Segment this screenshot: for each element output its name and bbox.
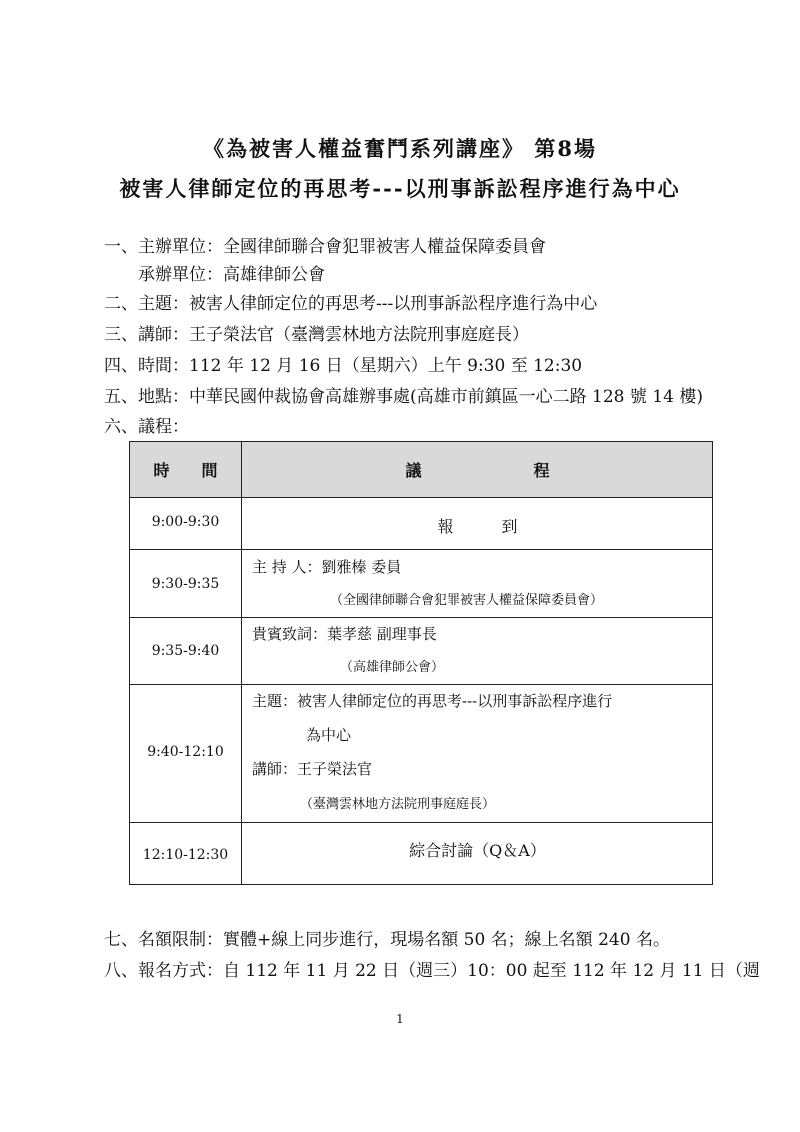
row-time: 12:10-12:30 [142,847,229,863]
item-speaker: 三、講師：王子榮法官（臺灣雲林地方法院刑事庭庭長） [104,325,529,345]
item-quota: 七、名額限制：實體+線上同步進行，現場名額 50 名；線上名額 240 名。 [104,930,670,950]
row-time: 9:00-9:30 [151,514,220,530]
row-topic: 主題：被害人律師定位的再思考---以刑事訴訟程序進行 [252,692,613,710]
row-speaker: 講師：王子榮法官 [252,760,373,778]
row-guest: 貴賓致詞：葉孝慈 副理事長 [252,625,437,643]
document-subtitle: 被害人律師定位的再思考---以刑事訴訟程序進行為中心 [119,176,681,201]
header-time: 時 間 [153,461,218,480]
row-program: 綜合討論（Q＆A） [409,841,546,860]
row-divider [130,549,712,550]
header-program: 議 程 [405,461,550,480]
time-column [130,442,242,884]
item-organizer: 一、主辦單位：全國律師聯合會犯罪被害人權益保障委員會 [104,237,546,257]
row-program: 報 到 [437,517,518,536]
item-location: 五、地點：中華民國仲裁協會高雄辦事處(高雄市前鎮區一心二路 128 號 14 樓) [104,387,703,407]
item-agenda-label: 六、議程： [104,417,189,437]
row-host: 主 持 人：劉雅榛 委員 [252,558,402,576]
item-co-organizer: 承辦單位：高雄律師公會 [138,265,325,285]
row-host-org: （全國律師聯合會犯罪被害人權益保障委員會） [330,593,604,608]
row-time: 9:35-9:40 [151,643,220,659]
row-divider [130,822,712,823]
item-time: 四、時間：112 年 12 月 16 日（星期六）上午 9:30 至 12:30 [104,356,583,376]
row-topic-cont: 為中心 [306,726,352,744]
row-divider [130,684,712,685]
row-speaker-org: （臺灣雲林地方法院刑事庭庭長） [300,797,496,812]
row-divider [130,617,712,618]
item-registration: 八、報名方式：自 112 年 11 月 22 日（週三）10：00 起至 112 年 12 月 11 日（週 [104,961,760,981]
document-title: 《為被害人權益奮鬥系列講座》 第8場 [203,136,597,161]
row-time: 9:30-9:35 [151,576,220,592]
row-time: 9:40-12:10 [147,744,224,760]
row-guest-org: （高雄律師公會） [340,660,445,675]
item-topic: 二、主題：被害人律師定位的再思考---以刑事訴訟程序進行為中心 [104,294,598,314]
agenda-table [129,441,713,885]
page-number: 1 [396,1012,404,1026]
